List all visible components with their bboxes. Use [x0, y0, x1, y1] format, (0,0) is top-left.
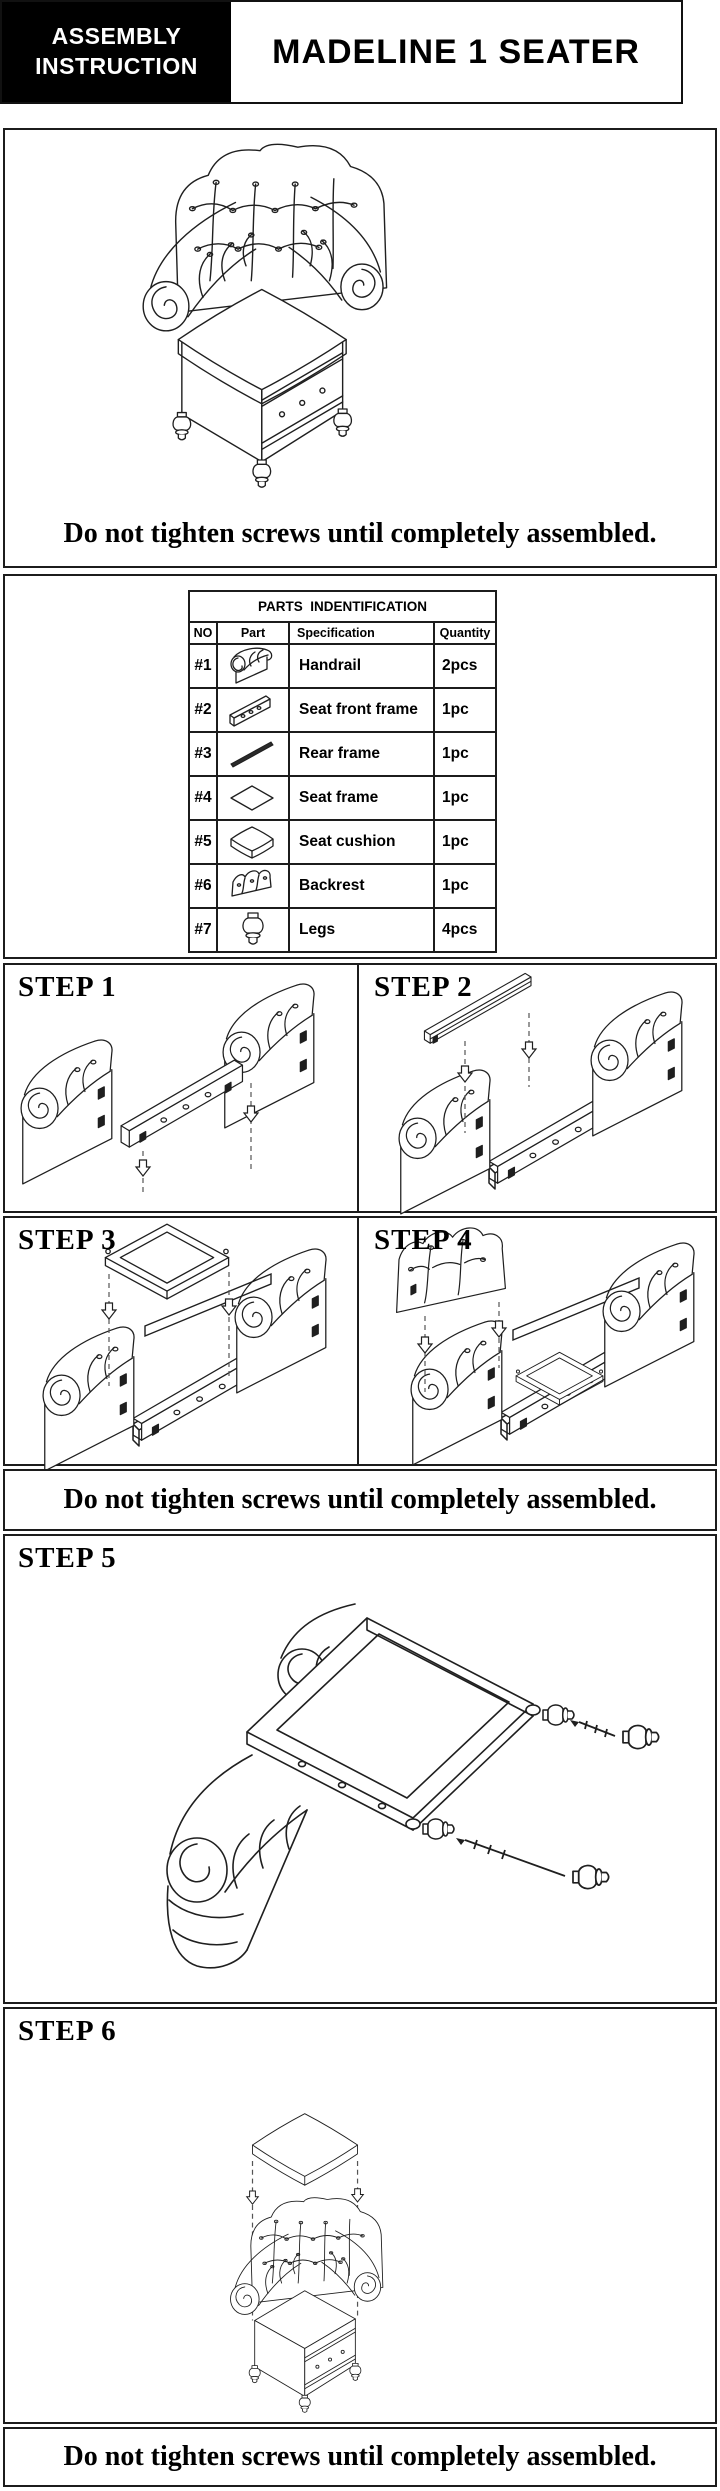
part-qty: 1pc: [434, 864, 496, 908]
steps-1-2-section: [3, 963, 717, 1213]
part-spec: Backrest: [289, 864, 434, 908]
col-header-quantity: Quantity: [434, 622, 496, 644]
part-no: #7: [189, 908, 217, 952]
step-5-illustration: [67, 1570, 627, 1990]
seat-cushion-icon: [227, 821, 279, 863]
col-header-specification: Specification: [289, 622, 434, 644]
step-1-panel: [5, 965, 359, 1211]
part-spec: Legs: [289, 908, 434, 952]
handrail-icon: [227, 645, 279, 687]
step-6-label: STEP 6: [18, 2015, 117, 2047]
warning-banner-2: Do not tighten screws until completely assembled.: [3, 1469, 717, 1531]
part-qty: 2pcs: [434, 644, 496, 688]
table-row: [189, 732, 496, 776]
step-4-label: STEP 4: [374, 1224, 473, 1256]
col-header-part: Part: [217, 622, 289, 644]
badge-line2: INSTRUCTION: [35, 53, 198, 79]
steps-3-4-section: [3, 1216, 717, 1466]
part-spec: Seat frame: [289, 776, 434, 820]
part-spec: Seat cushion: [289, 820, 434, 864]
step-6-section: [3, 2007, 717, 2424]
step-5-label: STEP 5: [18, 1542, 117, 1574]
legs-icon: [227, 909, 279, 951]
header: [0, 0, 683, 104]
part-no: #1: [189, 644, 217, 688]
rear-frame-icon: [227, 733, 279, 775]
hero-section: [3, 128, 717, 568]
table-row: [189, 776, 496, 820]
part-no: #6: [189, 864, 217, 908]
assembled-chair-illustration: [29, 134, 499, 496]
table-row: [189, 864, 496, 908]
step-5-section: [3, 1534, 717, 2004]
seat-frame-icon: [227, 777, 279, 819]
product-title: MADELINE 1 SEATER: [272, 32, 640, 71]
part-no: #5: [189, 820, 217, 864]
part-spec: Rear frame: [289, 732, 434, 776]
parts-section: [3, 574, 717, 959]
part-qty: 1pc: [434, 732, 496, 776]
step-3-label: STEP 3: [18, 1224, 117, 1256]
assembly-instruction-badge: [2, 2, 231, 102]
part-no: #2: [189, 688, 217, 732]
part-qty: 1pc: [434, 820, 496, 864]
step-1-label: STEP 1: [18, 971, 117, 1003]
parts-table: [188, 590, 497, 953]
badge-line1: ASSEMBLY: [51, 23, 182, 50]
part-no: #3: [189, 732, 217, 776]
parts-table-title: PARTS INDENTIFICATION: [189, 591, 496, 622]
part-spec: Handrail: [289, 644, 434, 688]
step-3-panel: [5, 1218, 359, 1464]
step-2-panel: [361, 965, 715, 1211]
part-qty: 4pcs: [434, 908, 496, 952]
part-spec: Seat front frame: [289, 688, 434, 732]
warning-banner-3: Do not tighten screws until completely assembled.: [3, 2427, 717, 2487]
table-row: [189, 908, 496, 952]
col-header-no: NO: [189, 622, 217, 644]
part-qty: 1pc: [434, 688, 496, 732]
warning-banner-1: Do not tighten screws until completely assembled.: [63, 518, 657, 549]
table-row: [189, 688, 496, 732]
table-row: [189, 644, 496, 688]
parts-table-header-row: [189, 622, 496, 644]
step-2-label: STEP 2: [374, 971, 473, 1003]
part-qty: 1pc: [434, 776, 496, 820]
backrest-icon: [227, 865, 279, 907]
table-row: [189, 820, 496, 864]
part-no: #4: [189, 776, 217, 820]
step-4-panel: [361, 1218, 715, 1464]
step-6-illustration: [15, 2043, 615, 2419]
seat-front-frame-icon: [227, 689, 279, 731]
